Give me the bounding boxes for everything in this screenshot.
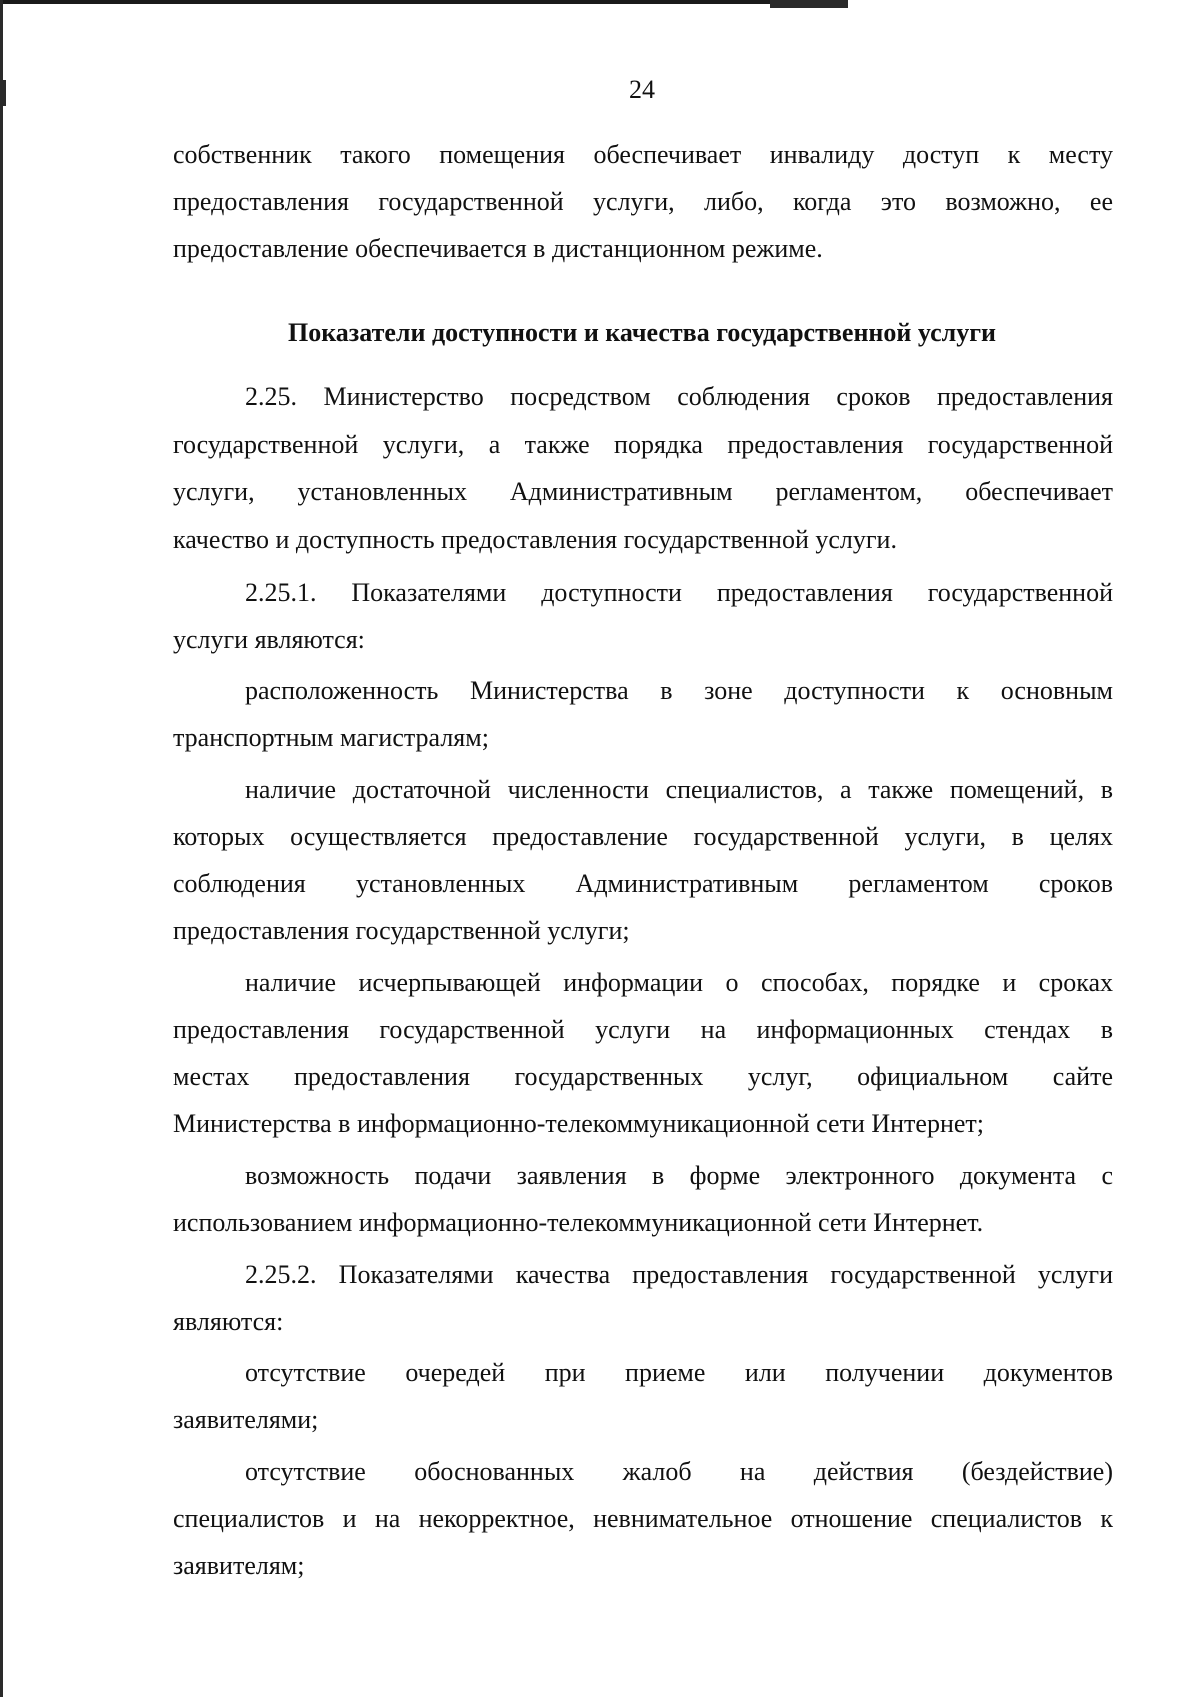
paragraph-line: собственник такого помещения обеспечивает инвалиду доступ к месту [173, 140, 1113, 169]
list-item-line: заявителям; [173, 1551, 305, 1580]
list-item-line: которых осуществляется предоставление государственной услуги, в целях [173, 822, 1113, 851]
paragraph-line: 2.25.1. Показателями доступности предоставления государственной [245, 578, 1113, 607]
paragraph-line: услуги являются: [173, 625, 365, 654]
list-item-line: транспортным магистралям; [173, 723, 489, 752]
list-item-line: наличие исчерпывающей информации о способах, порядке и сроках [245, 968, 1113, 997]
page-number: 24 [629, 75, 655, 104]
list-item-line: использованием информационно-телекоммуникационной сети Интернет. [173, 1208, 984, 1237]
list-item-line: Министерства в информационно-телекоммуникационной сети Интернет; [173, 1109, 984, 1138]
list-item-line: отсутствие обоснованных жалоб на действия (бездействие) [245, 1457, 1113, 1486]
scan-border-left [0, 0, 3, 1697]
paragraph-line: 2.25.2. Показателями качества предоставления государственной услуги [245, 1260, 1113, 1289]
list-item-line: предоставления государственной услуги на информационных стендах в [173, 1015, 1113, 1044]
section-heading: Показатели доступности и качества государственной услуги [287, 318, 997, 347]
list-item-line: специалистов и на некорректное, невнимательное отношение специалистов к [173, 1504, 1113, 1533]
paragraph-line: предоставления государственной услуги, либо, когда это возможно, ее [173, 187, 1113, 216]
list-item-line: местах предоставления государственных услуг, официальном сайте [173, 1062, 1113, 1091]
paragraph-line: государственной услуги, а также порядка предоставления государственной [173, 430, 1113, 459]
list-item-line: заявителями; [173, 1405, 319, 1434]
list-item-line: возможность подачи заявления в форме электронного документа с [245, 1161, 1113, 1190]
paragraph-line: 2.25. Министерство посредством соблюдения сроков предоставления [245, 382, 1113, 411]
paragraph-line: услуги, установленных Административным регламентом, обеспечивает [173, 477, 1113, 506]
list-item-line: предоставления государственной услуги; [173, 916, 630, 945]
paragraph-line: качество и доступность предоставления государственной услуги. [173, 525, 897, 554]
scan-border-mark [770, 0, 848, 8]
list-item-line: соблюдения установленных Административным регламентом сроков [173, 869, 1113, 898]
list-item-line: расположенность Министерства в зоне доступности к основным [245, 676, 1113, 705]
list-item-line: наличие достаточной численности специалистов, а также помещений, в [245, 775, 1113, 804]
paragraph-line: предоставление обеспечивается в дистанционном режиме. [173, 234, 823, 263]
paragraph-line: являются: [173, 1307, 284, 1336]
list-item-line: отсутствие очередей при приеме или получении документов [245, 1358, 1113, 1387]
scan-border-top [0, 0, 848, 4]
